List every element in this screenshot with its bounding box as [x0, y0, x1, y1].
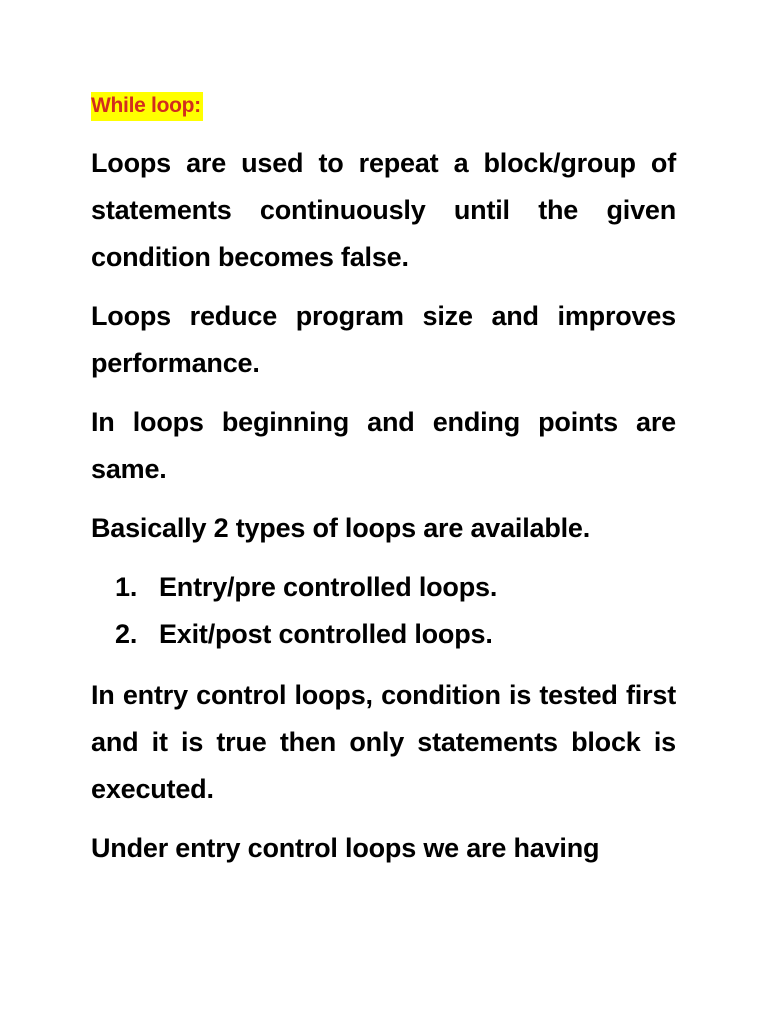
paragraph-loops-definition: Loops are used to repeat a block/group of statements continuously until the given condition becomes false. [91, 148, 676, 272]
list-item-number: 1. [115, 572, 138, 602]
section-heading: While loop: [91, 92, 203, 121]
heading-row [91, 92, 676, 122]
paragraph-loops-benefits: Loops reduce program size and improves performance. [91, 301, 676, 378]
list-item-text: Exit/post controlled loops. [159, 619, 493, 649]
list-item-text: Entry/pre controlled loops. [159, 572, 498, 602]
paragraph-entry-control: In entry control loops, condition is tested first and it is true then only statements block is executed. [91, 680, 676, 804]
list-item-number: 2. [115, 619, 138, 649]
loop-types-list [91, 564, 676, 658]
paragraph-entry-control-types: Under entry control loops we are having [91, 833, 600, 863]
list-item [91, 564, 676, 611]
list-item [91, 611, 676, 658]
paragraph-loop-types-intro: Basically 2 types of loops are available. [91, 513, 591, 543]
paragraph-loops-points: In loops beginning and ending points are same. [91, 407, 676, 484]
